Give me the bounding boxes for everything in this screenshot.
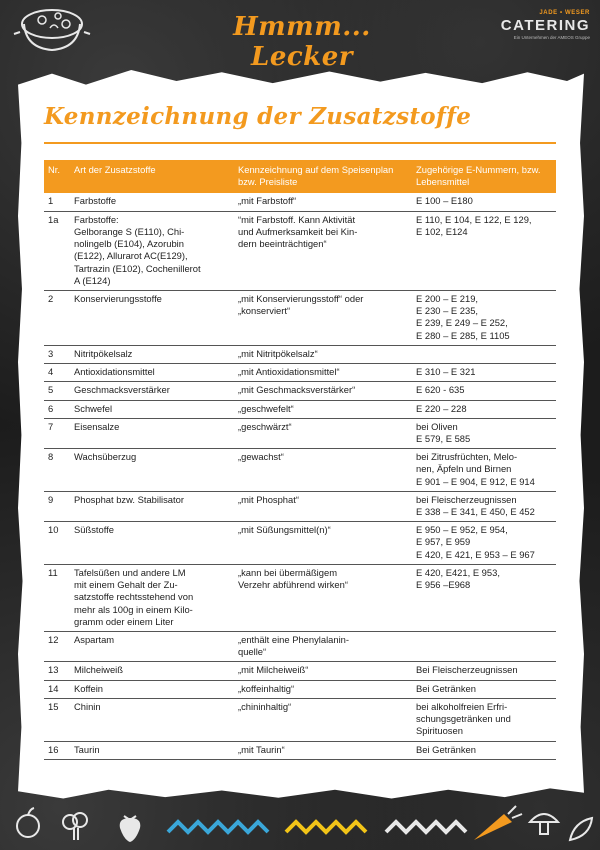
zigzag-blue — [168, 822, 268, 832]
header-art: Art der Zusatzstoffe — [70, 160, 234, 193]
cell-e-nummern — [412, 345, 556, 363]
page-title: Kennzeichnung der Zusatzstoffe — [44, 103, 472, 130]
additives-table — [44, 160, 556, 760]
table-row — [44, 698, 556, 741]
table-row — [44, 193, 556, 211]
table-row — [44, 418, 556, 448]
cell-art: Chinin — [70, 698, 234, 741]
cell-e-nummern: Bei Fleischerzeugnissen — [412, 662, 556, 680]
cell-art: Schwefel — [70, 400, 234, 418]
leaf-icon — [570, 818, 592, 840]
table-row — [44, 290, 556, 345]
cell-nr: 10 — [44, 522, 70, 565]
cell-kennzeichnung: “mit Farbstoff. Kann Aktivität und Aufmerksamkeit bei Kin- dern beeinträchtigen“ — [234, 211, 412, 290]
cell-nr: 13 — [44, 662, 70, 680]
cell-nr: 8 — [44, 449, 70, 492]
cell-e-nummern: E 420, E421, E 953, E 956 –E968 — [412, 564, 556, 631]
zigzag-white — [386, 822, 466, 832]
cell-nr: 9 — [44, 491, 70, 521]
cell-kennzeichnung: „kann bei übermäßigem Verzehr abführend wirken“ — [234, 564, 412, 631]
table-row — [44, 449, 556, 492]
cell-art: Farbstoffe — [70, 193, 234, 211]
footer-illustrations — [0, 800, 600, 850]
cell-kennzeichnung: „mit Geschmacksverstärker“ — [234, 382, 412, 400]
cell-nr: 2 — [44, 290, 70, 345]
title-underline — [44, 142, 556, 144]
table-row — [44, 345, 556, 363]
table-row — [44, 382, 556, 400]
cell-kennzeichnung: „mit Phosphat“ — [234, 491, 412, 521]
cell-e-nummern: E 100 – E180 — [412, 193, 556, 211]
cell-art: Nitritpökelsalz — [70, 345, 234, 363]
cell-kennzeichnung: „chininhaltig“ — [234, 698, 412, 741]
header-title: Hmmm... Lecker — [233, 12, 371, 72]
cell-e-nummern: E 200 – E 219, E 230 – E 235, E 239, E 249 – E 252, E 280 – E 285, E 1105 — [412, 290, 556, 345]
pot-illustration-icon — [12, 2, 94, 58]
cell-art: Koffein — [70, 680, 234, 698]
strawberry-icon — [120, 816, 141, 842]
cell-kennzeichnung: „gewachst“ — [234, 449, 412, 492]
cell-e-nummern: E 620 - 635 — [412, 382, 556, 400]
cell-nr: 16 — [44, 741, 70, 759]
cell-e-nummern: E 220 – 228 — [412, 400, 556, 418]
cell-art: Antioxidationsmittel — [70, 364, 234, 382]
cell-nr: 1 — [44, 193, 70, 211]
carrot-icon — [474, 806, 522, 840]
table-row — [44, 741, 556, 759]
cell-art: Taurin — [70, 741, 234, 759]
cell-kennzeichnung: „enthält eine Phenylalanin- quelle“ — [234, 632, 412, 662]
cell-nr: 3 — [44, 345, 70, 363]
cell-nr: 6 — [44, 400, 70, 418]
cell-kennzeichnung: „mit Süßungsmittel(n)“ — [234, 522, 412, 565]
cell-nr: 7 — [44, 418, 70, 448]
brand-logo — [472, 10, 590, 56]
cell-nr: 4 — [44, 364, 70, 382]
cell-nr: 1a — [44, 211, 70, 290]
cell-art: Milcheiweiß — [70, 662, 234, 680]
cell-e-nummern — [412, 632, 556, 662]
header-e-nummern: Zugehörige E-Nummern, bzw. Lebensmittel — [412, 160, 556, 193]
cell-kennzeichnung: „mit Milcheiweiß“ — [234, 662, 412, 680]
cell-kennzeichnung: „mit Taurin“ — [234, 741, 412, 759]
cell-art: Phosphat bzw. Stabilisator — [70, 491, 234, 521]
cell-art: Geschmacksverstärker — [70, 382, 234, 400]
cell-e-nummern: Bei Getränken — [412, 741, 556, 759]
table-row — [44, 522, 556, 565]
cell-art: Farbstoffe: Gelborange S (E110), Chi- nolingelb (E104), Azorubin (E122), Allurarot AC(E129), Tartrazin (E102), Cochenillerot A (E124) — [70, 211, 234, 290]
cell-e-nummern: bei alkoholfreien Erfri- schungsgetränken und Spirituosen — [412, 698, 556, 741]
cell-kennzeichnung: „koffeinhaltig“ — [234, 680, 412, 698]
cell-e-nummern: bei Fleischerzeugnissen E 338 – E 341, E 450, E 452 — [412, 491, 556, 521]
cell-art: Konservierungsstoffe — [70, 290, 234, 345]
table-row — [44, 364, 556, 382]
table-row — [44, 632, 556, 662]
cell-art: Aspartam — [70, 632, 234, 662]
cell-kennzeichnung: „mit Nitritpökelsalz“ — [234, 345, 412, 363]
mushroom-icon — [530, 814, 558, 834]
cell-kennzeichnung: „mit Farbstoff“ — [234, 193, 412, 211]
cell-e-nummern: E 950 – E 952, E 954, E 957, E 959 E 420, E 421, E 953 – E 967 — [412, 522, 556, 565]
cell-kennzeichnung: „mit Konservierungsstoff“ oder „konserviert“ — [234, 290, 412, 345]
apple-icon — [17, 808, 39, 837]
brand-name: CATERING — [500, 17, 590, 34]
cell-art: Süßstoffe — [70, 522, 234, 565]
cell-nr: 12 — [44, 632, 70, 662]
cell-nr: 15 — [44, 698, 70, 741]
cell-art: Tafelsüßen und andere LM mit einem Gehalt der Zu- satzstoffe rechtsstehend von mehr als 100g in einem Kilo- gramm oder einem Liter — [70, 564, 234, 631]
cell-nr: 11 — [44, 564, 70, 631]
cell-e-nummern: Bei Getränken — [412, 680, 556, 698]
cell-art: Eisensalze — [70, 418, 234, 448]
table-row — [44, 211, 556, 290]
table-row — [44, 680, 556, 698]
table-body — [44, 193, 556, 759]
cell-e-nummern: bei Zitrusfrüchten, Melo- nen, Äpfeln und Birnen E 901 – E 904, E 912, E 914 — [412, 449, 556, 492]
cell-e-nummern: E 110, E 104, E 122, E 129, E 102, E124 — [412, 211, 556, 290]
cell-kennzeichnung: „geschwefelt“ — [234, 400, 412, 418]
brand-top: JADE • WESER — [539, 10, 590, 16]
cell-e-nummern: E 310 – E 321 — [412, 364, 556, 382]
zigzag-yellow — [286, 822, 366, 832]
table-row — [44, 564, 556, 631]
table-row — [44, 491, 556, 521]
cell-kennzeichnung: „mit Antioxidationsmittel“ — [234, 364, 412, 382]
header — [0, 0, 600, 70]
cell-nr: 5 — [44, 382, 70, 400]
cell-kennzeichnung: „geschwärzt“ — [234, 418, 412, 448]
cell-nr: 14 — [44, 680, 70, 698]
table-row — [44, 662, 556, 680]
header-nr: Nr. — [44, 160, 70, 193]
cell-art: Wachsüberzug — [70, 449, 234, 492]
brand-sub: Ein Unternehmen der AMEOS Gruppe — [513, 35, 590, 40]
table-row — [44, 400, 556, 418]
broccoli-icon — [63, 813, 87, 840]
header-kennzeichnung: Kennzeichnung auf dem Speisenplan bzw. Preisliste — [234, 160, 412, 193]
table-header-row — [44, 160, 556, 193]
cell-e-nummern: bei Oliven E 579, E 585 — [412, 418, 556, 448]
